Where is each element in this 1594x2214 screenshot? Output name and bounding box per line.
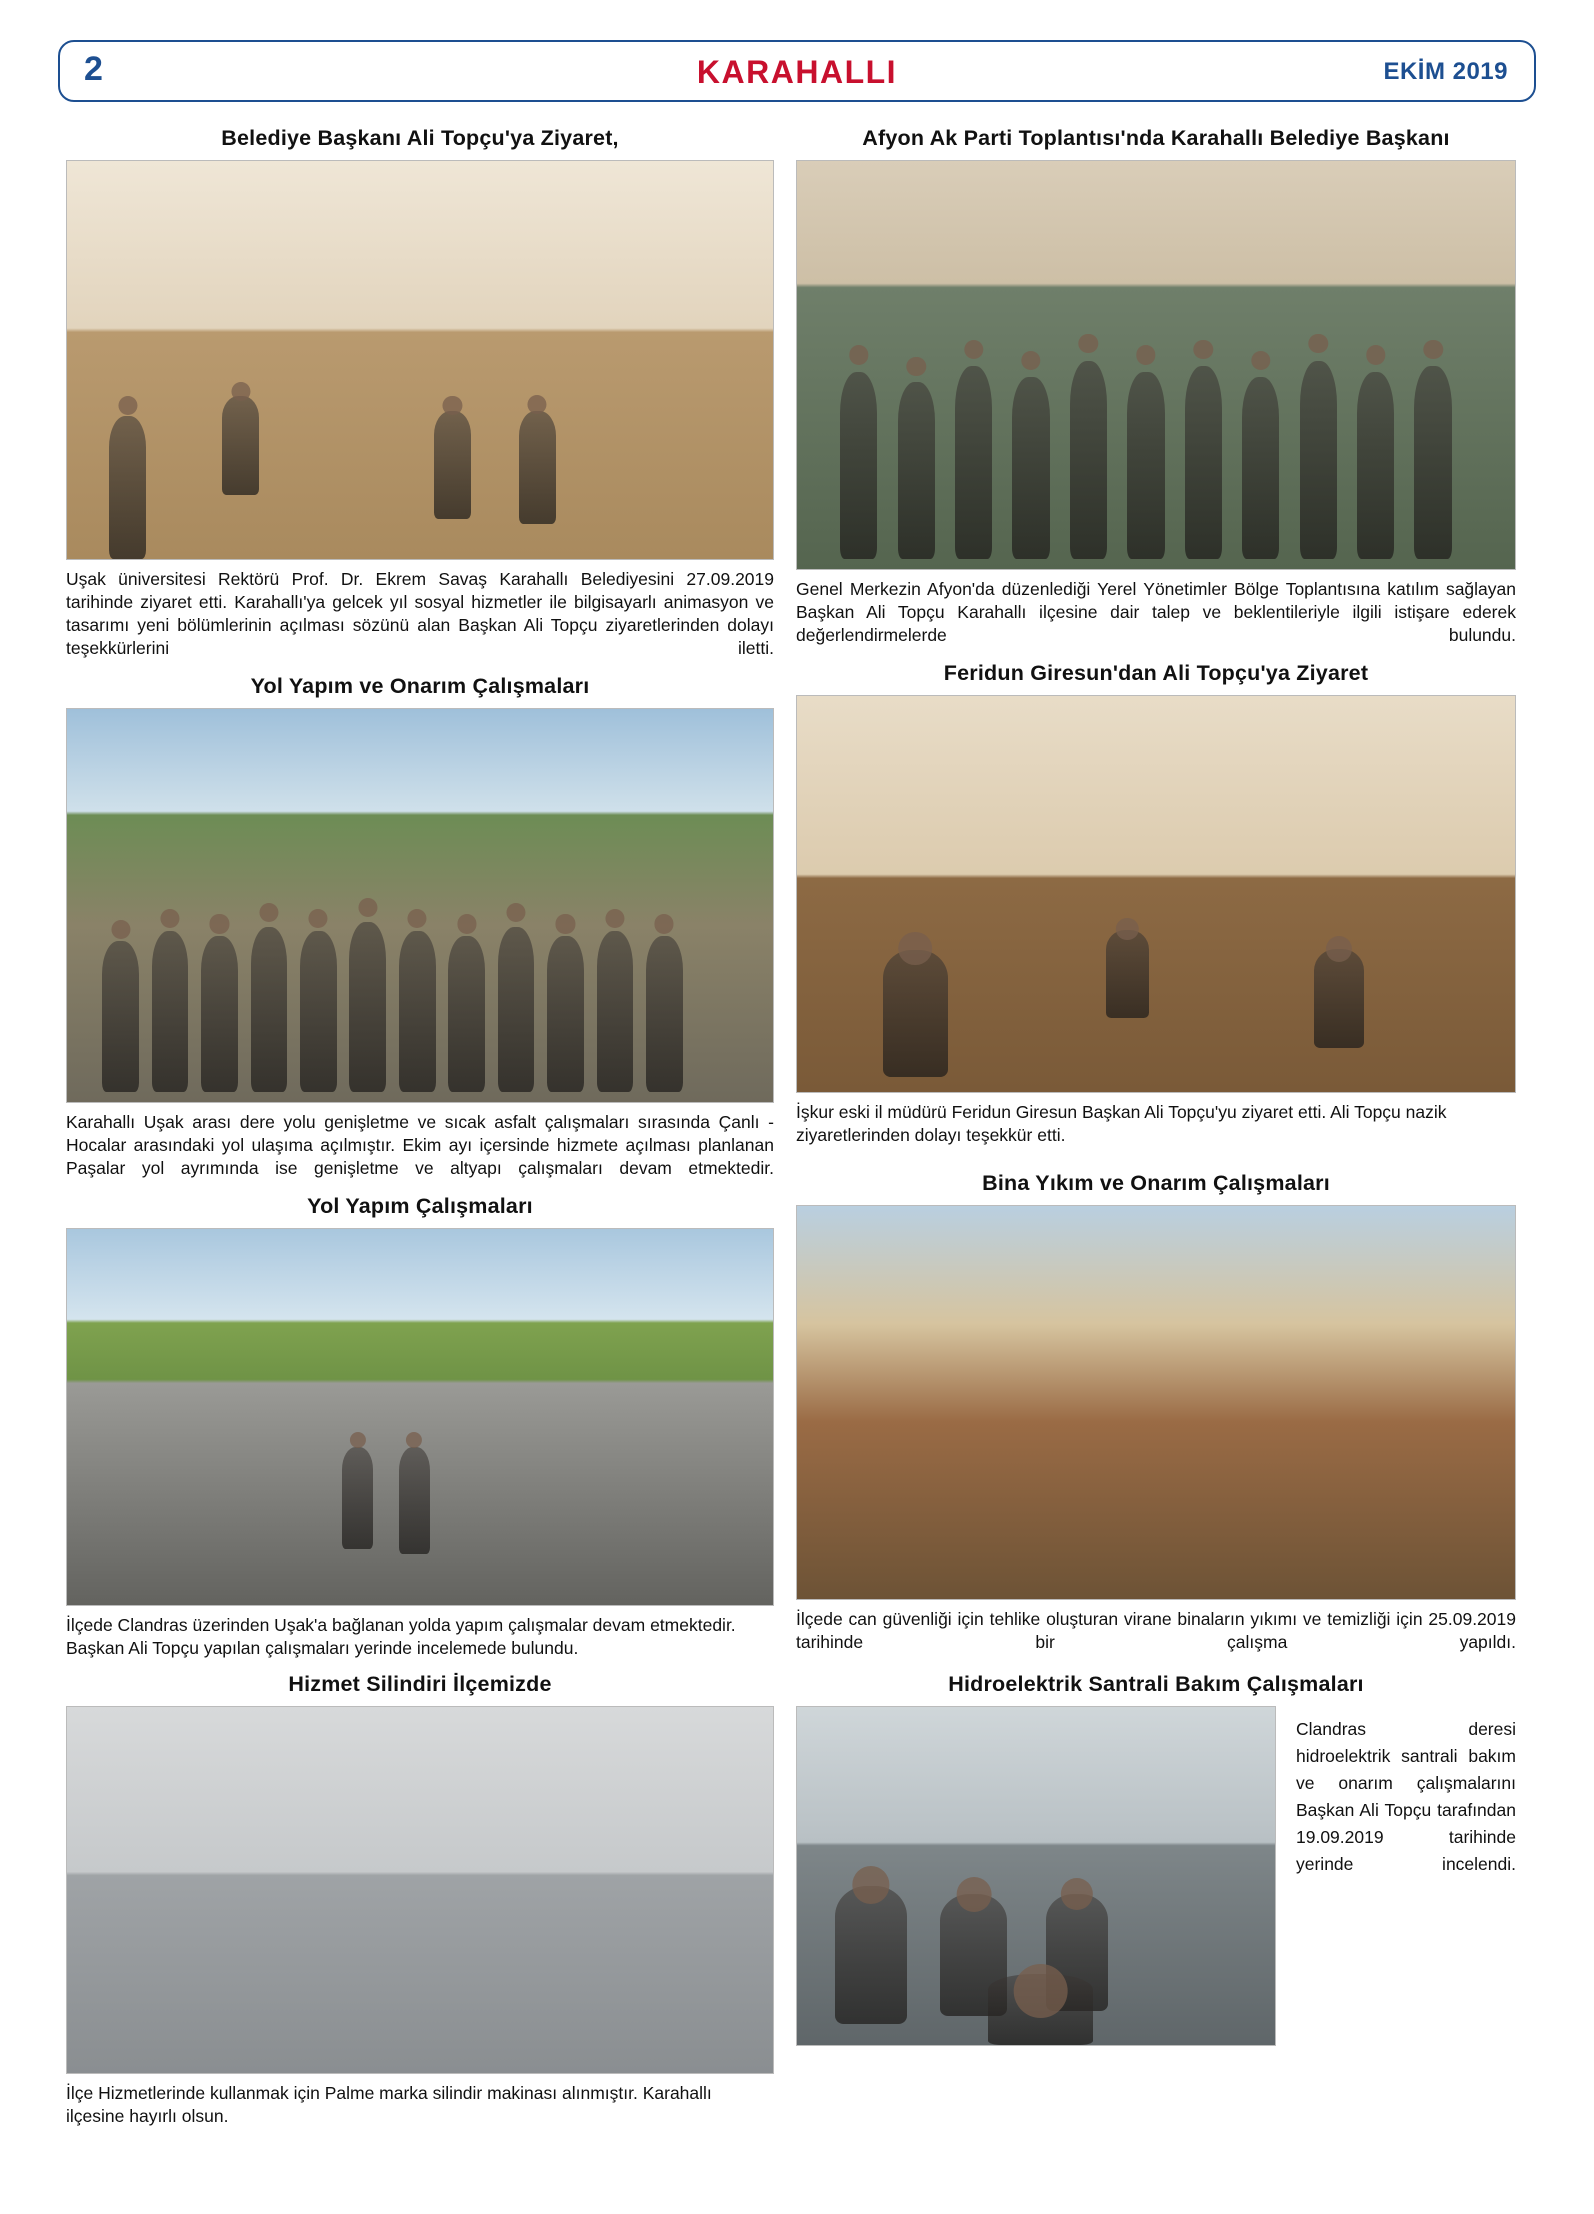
article-headline: Afyon Ak Parti Toplantısı'nda Karahallı Belediye Başkanı [862, 126, 1450, 150]
article-caption: İlçede Clandras üzerinden Uşak'a bağlanan yolda yapım çalışmalar devam etmektedir. Başkan Ali Topçu yapılan çalışmaları yerinde incelemede bulundu. [66, 1615, 736, 1659]
photo-figures [67, 858, 773, 1102]
road-works-group-photo [66, 708, 774, 1103]
photo-figures [67, 1372, 773, 1605]
article-headline: Feridun Giresun'dan Ali Topçu'ya Ziyaret [943, 661, 1369, 686]
photo-figures [797, 316, 1515, 569]
article-feridun-giresun-visit [796, 661, 1516, 1147]
article-road-construction-repair [66, 674, 774, 1180]
article-hydroelectric-maintenance [796, 1672, 1516, 2046]
article-afyon-ak-parti [796, 126, 1516, 647]
article-headline: Hidroelektrik Santrali Bakım Çalışmaları [948, 1672, 1364, 1697]
article-road-works [66, 1194, 774, 1660]
right-column [796, 126, 1516, 2046]
article-building-demolition [796, 1171, 1516, 1654]
photo-figures [797, 1835, 1275, 2045]
masthead [58, 40, 1536, 102]
article-caption: Clandras deresi hidroelektrik santrali bakım ve onarım çalışmalarını Başkan Ali Topçu tarafından 19.09.2019 tarihinde yerinde incelendi. [1296, 1718, 1516, 1875]
article-headline: Yol Yapım Çalışmaları [307, 1194, 533, 1219]
afyon-meeting-group-photo [796, 160, 1516, 570]
article-caption: Uşak üniversitesi Rektörü Prof. Dr. Ekrem Savaş Karahallı Belediyesini 27.09.2019 tarihinde ziyaret etti. Karahallı'ya gelcek yıl sosyal hizmetler ile bilgisayarlı animasyon ve tasarımı yeni bölümlerinin açılması sözünü alan Başkan Ali Topçu ziyaretlerinden dolayı teşekkürlerini iletti. [66, 568, 774, 659]
article-caption: Karahallı Uşak arası dere yolu genişletme ve sıcak asfalt çalışmaları sırasında Çanlı - Hocalar arasındaki yol ulaşıma açılmıştır. Ekim ayı içersinde hizmete açılması planlanan Paşalar yol ayrımında ise genişletme ve altyapı çalışmaları devam etmektedir. [66, 1111, 774, 1179]
article-road-roller [66, 1672, 774, 2128]
office-visit-feridun-photo [796, 695, 1516, 1093]
road-roller-machine-photo [66, 1706, 774, 2074]
issue-date: EKİM 2019 [1383, 58, 1508, 85]
left-column [66, 126, 774, 2128]
new-asphalt-road-photo [66, 1228, 774, 1606]
article-headline: Yol Yapım ve Onarım Çalışmaları [250, 674, 590, 699]
page-number: 2 [84, 50, 104, 88]
article-caption: İlçe Hizmetlerinde kullanmak için Palme marka silindir makinası alınmıştır. Karahallı ilçesine hayırlı olsun. [66, 2083, 712, 2127]
demolition-excavator-photo [796, 1205, 1516, 1600]
hydroelectric-plant-photo [796, 1706, 1276, 2046]
publication-title: KARAHALLI [696, 54, 898, 90]
article-headline: Belediye Başkanı Ali Topçu'ya Ziyaret, [221, 126, 619, 150]
article-caption: İlçede can güvenliği için tehlike oluşturan virane binaların yıkımı ve temizliği için 25.09.2019 tarihinde bir çalışma yapıldı. [796, 1608, 1516, 1652]
article-caption: İşkur eski il müdürü Feridun Giresun Başkan Ali Topçu'yu ziyaret etti. Ali Topçu nazik ziyaretlerinden dolayı teşekkür etti. [796, 1101, 1447, 1145]
article-headline: Bina Yıkım ve Onarım Çalışmaları [982, 1171, 1330, 1196]
article-headline: Hizmet Silindiri İlçemizde [288, 1672, 552, 1697]
mayor-office-visit-photo [66, 160, 774, 560]
photo-figures [67, 312, 773, 559]
article-rector-visit [66, 126, 774, 660]
photo-figures [797, 846, 1515, 1092]
article-caption: Genel Merkezin Afyon'da düzenlediği Yerel Yönetimler Bölge Toplantısına katılım sağlayan Başkan Ali Topçu Karahallı ilçesine dair talep ve beklentileriyle ilgili istişare ederek değerlendirmelerde bulundu. [796, 578, 1516, 645]
